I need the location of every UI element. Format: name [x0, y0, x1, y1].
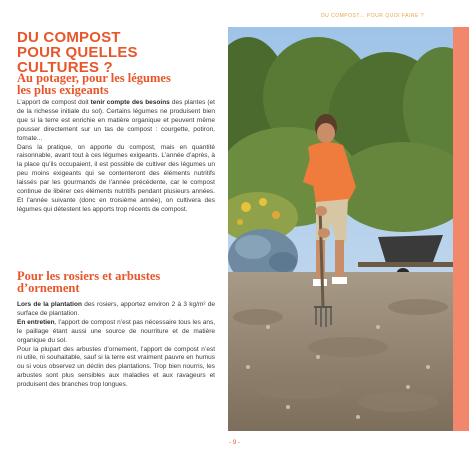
page-title-line2: POUR QUELLES CULTURES ?	[17, 44, 138, 76]
text-run: , l’apport de compost n’est pas nécessaire tous les ans, le paillage étant aussi une source de nourriture et de matière organique du sol.	[17, 318, 215, 344]
page-number: - 9 -	[229, 440, 240, 446]
section-heading-potager-line1: Au potager, pour les légumes	[17, 71, 171, 85]
section-heading-rosiers-line1: Pour les rosiers et arbustes	[17, 269, 161, 283]
paragraph: Dans la pratique, on apporte du compost, mais en quantité raisonnable, avant tout à ces légumes exigeants. L’année d’après, à la place qu’ils occupaient, il est possible de cultiver des légumes un peu moins exigeants qui se contenteront des éléments nutritifs laissés par les gourmands de l’année précédente, car le compost continue de libérer ces éléments nutritifs pendant plusieurs années. Et l’année suivante (donc en troisième année), on cultivera des légumes qui détestent les apports trop récents de compost.	[17, 143, 215, 213]
section-body-potager	[17, 99, 215, 215]
section-heading-potager	[17, 72, 222, 96]
paragraph	[17, 319, 215, 346]
garden-photo-illustration	[228, 27, 453, 431]
emphasis-text: En entretien	[17, 318, 55, 326]
paragraph	[17, 301, 215, 319]
paragraph: Pour la plupart des arbustes d’ornement, l’apport de compost n’est ni utile, ni souhaitable, sauf si la terre est vraiment pauvre en humus ou si vous observez un déclin des plantations. Trop bien nourris, les arbustes sont plus sensibles aux maladies et aux ravageurs et produisent des branches trop longues.	[17, 345, 215, 389]
page-title-line1: DU COMPOST	[17, 29, 121, 46]
text-run: des rosiers, apportez environ 2 à 3 kg/m² de surface de plantation.	[17, 301, 216, 317]
section-heading-rosiers-line2: d’ornement	[17, 281, 80, 295]
emphasis-text: Lors de la plantation	[17, 301, 82, 308]
running-title: DU COMPOST... POUR QUOI FAIRE ?	[320, 13, 424, 19]
text-run: L’apport de compost doit	[17, 99, 91, 106]
section-heading-rosiers	[17, 270, 222, 294]
section-body-rosiers	[17, 301, 215, 390]
emphasis-text: tenir compte des besoins	[90, 99, 170, 106]
decorative-side-band	[453, 27, 469, 431]
section-heading-potager-line2: les plus exigeants	[17, 83, 109, 97]
text-run: des plantes (et de la richesse initiale du sol). Certains légumes ne produisent bien que si la terre est enrichie en matière organique et peuvent même pousser directement sur un tas de compost : courgette, potiron, tomate...	[17, 99, 215, 142]
page-title	[17, 30, 222, 75]
paragraph	[17, 99, 215, 144]
garden-photo	[228, 27, 453, 431]
